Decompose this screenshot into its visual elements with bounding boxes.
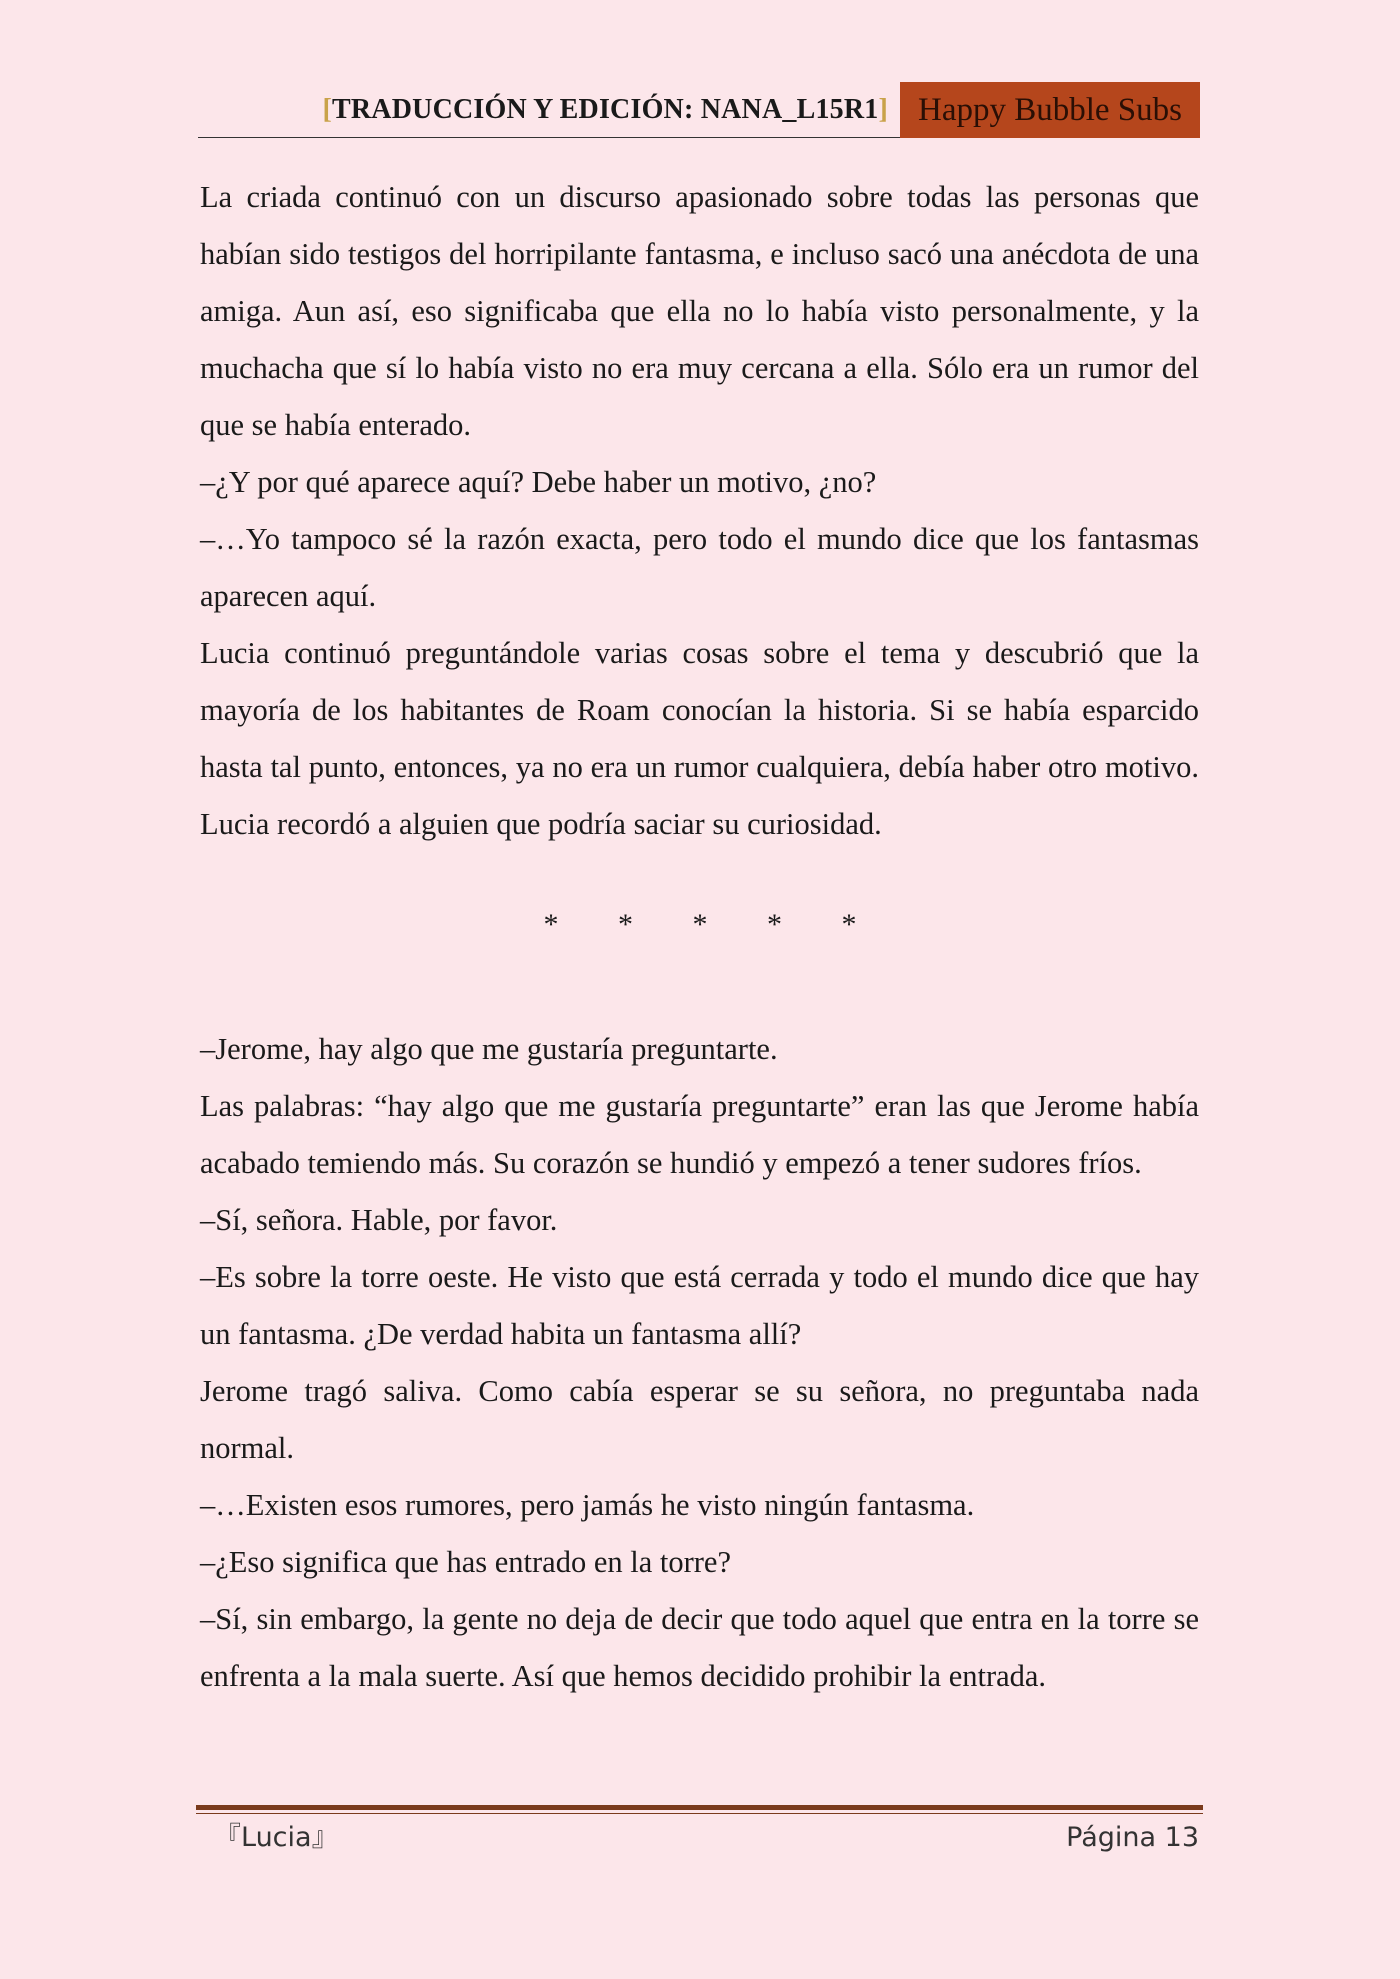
page-header [198, 82, 1200, 138]
paragraph: Lucia continuó preguntándole varias cosas sobre el tema y descubrió que la mayoría de los habitantes de Roam conocían la historia. Si se había esparcido hasta tal punto, entonces, ya no era un rumor cualquiera, debía haber otro motivo. Lucia recordó a alguien que podría saciar su curiosidad. [200, 636, 1199, 841]
header-bracket-close: ] [878, 94, 888, 125]
footer-rule-thick [196, 1805, 1203, 1810]
paragraph: Las palabras: “hay algo que me gustaría preguntarte” eran las que Jerome había acabado temiendo más. Su corazón se hundió y empezó a tener sudores fríos. [200, 1089, 1199, 1180]
header-credit [322, 94, 888, 126]
paragraph: –Es sobre la torre oeste. He visto que está cerrada y todo el mundo dice que hay un fantasma. ¿De verdad habita un fantasma allí? [200, 1260, 1199, 1351]
paragraph: La criada continuó con un discurso apasionado sobre todas las personas que habían sido testigos del horripilante fantasma, e incluso sacó una anécdota de una amiga. Aun así, eso significaba que ella no lo había visto personalmente, y la muchacha que sí lo había visto no era muy cercana a ella. Sólo era un rumor del que se había enterado. [200, 180, 1199, 442]
header-brand-badge: Happy Bubble Subs [900, 82, 1200, 138]
scene-separator: * * * * * [543, 908, 857, 941]
paragraph: –…Yo tampoco sé la razón exacta, pero todo el mundo dice que los fantasmas aparecen aquí. [200, 522, 1199, 613]
footer-book-title: 『Lucia』 [214, 1822, 339, 1853]
paragraph: Jerome tragó saliva. Como cabía esperar se su señora, no preguntaba nada normal. [200, 1374, 1199, 1465]
paragraph: –…Existen esos rumores, pero jamás he visto ningún fantasma. [200, 1488, 975, 1522]
paragraph: –¿Eso significa que has entrado en la torre? [200, 1545, 731, 1579]
header-credit-text: TRADUCCIÓN Y EDICIÓN: NANA_L15R1 [332, 94, 879, 125]
text-block-top [200, 169, 1199, 853]
paragraph: –Sí, señora. Hable, por favor. [200, 1203, 558, 1237]
text-block-bottom [200, 1021, 1199, 1705]
footer-rule-thin [196, 1813, 1203, 1814]
footer-page-number: Página 13 [1066, 1822, 1199, 1853]
paragraph: –Sí, sin embargo, la gente no deja de decir que todo aquel que entra en la torre se enfrenta a la mala suerte. Así que hemos decidido prohibir la entrada. [200, 1602, 1199, 1693]
paragraph: –¿Y por qué aparece aquí? Debe haber un motivo, ¿no? [200, 465, 877, 499]
paragraph: –Jerome, hay algo que me gustaría preguntarte. [200, 1032, 778, 1066]
header-rule [198, 137, 900, 138]
header-bracket-open: [ [322, 94, 333, 125]
